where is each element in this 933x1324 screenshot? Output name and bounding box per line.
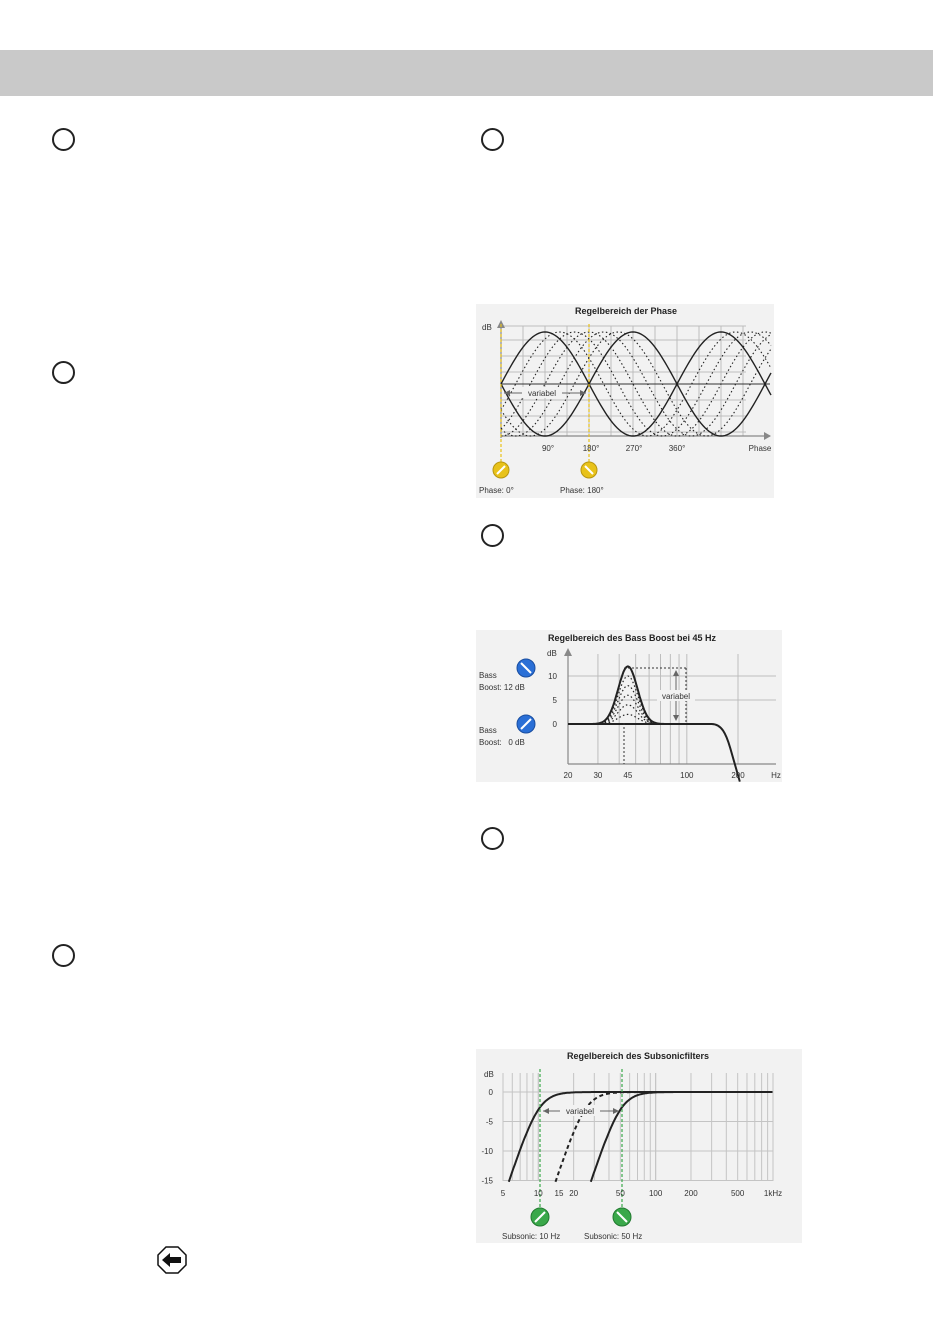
bass-x-tick: 45 [623, 771, 633, 780]
header-bar [0, 50, 933, 96]
phase-knob-0 [493, 462, 509, 478]
bass-curve-4 [593, 686, 665, 724]
subsonic-x-tick: 1kHz [763, 1189, 783, 1198]
subsonic-knob-0 [531, 1208, 549, 1226]
bass-x-tick: 30 [593, 771, 603, 780]
phase-y-label: dB [482, 323, 492, 332]
bass-chart-title: Regelbereich des Bass Boost bei 45 Hz [547, 633, 717, 643]
bass-knob-0 [517, 659, 535, 677]
bass-knob-label-0-line1: Bass [479, 671, 497, 680]
subsonic-x-tick: 10 [533, 1189, 543, 1198]
phase-variabel-label: variabel [527, 389, 557, 398]
subsonic-chart [476, 1049, 802, 1243]
section-marker-circle [481, 128, 504, 151]
phase-x-tick: 270° [625, 444, 643, 453]
phase-x-tick: 180° [582, 444, 600, 453]
subsonic-curve-2 [591, 1092, 773, 1182]
subsonic-y-label: dB [484, 1070, 494, 1079]
subsonic-y-tick: 0 [488, 1088, 493, 1097]
subsonic-x-tick: 100 [648, 1189, 663, 1198]
back-arrow-icon[interactable] [157, 1246, 187, 1274]
phase-chart [476, 304, 774, 498]
bass-y-tick: 10 [548, 672, 557, 681]
subsonic-knob-label-1: Subsonic: 50 Hz [584, 1232, 643, 1241]
subsonic-y-tick: -10 [481, 1147, 493, 1156]
bass-y-label: dB [547, 649, 557, 658]
section-marker-circle [52, 361, 75, 384]
subsonic-knob-label-0: Subsonic: 10 Hz [502, 1232, 561, 1241]
subsonic-knob-1 [613, 1208, 631, 1226]
subsonic-x-tick: 50 [615, 1189, 625, 1198]
section-marker-circle [481, 524, 504, 547]
subsonic-curve-0 [509, 1092, 772, 1182]
phase-x-tick: 360° [668, 444, 686, 453]
phase-knob-label-0: Phase: 0° [479, 486, 514, 495]
bass-x-tick: 200 [731, 771, 745, 780]
bass-y-tick: 0 [552, 720, 557, 729]
subsonic-x-tick: 200 [684, 1189, 698, 1198]
bass-boost-chart [476, 630, 782, 782]
bass-x-tick: 100 [680, 771, 694, 780]
section-marker-circle [52, 128, 75, 151]
subsonic-x-tick: 5 [500, 1189, 506, 1198]
phase-x-label: Phase [748, 444, 772, 453]
phase-knob-1 [581, 462, 597, 478]
subsonic-x-tick: 15 [554, 1189, 564, 1198]
subsonic-x-tick: 20 [569, 1189, 579, 1198]
bass-x-label: Hz [771, 771, 781, 780]
phase-chart-title: Regelbereich der Phase [574, 306, 678, 316]
bass-knob-label-0-line2: Boost: 12 dB [479, 683, 525, 692]
phase-knob-label-1: Phase: 180° [560, 486, 604, 495]
bass-knob-1 [517, 715, 535, 733]
subsonic-y-tick: -5 [485, 1117, 493, 1127]
bass-variabel-label: variabel [661, 692, 691, 701]
bass-knob-label-1-line2: Boost: 0 dB [479, 738, 525, 747]
phase-x-tick: 90° [541, 444, 555, 453]
bass-knob-label-1-line1: Bass [479, 726, 497, 735]
bass-x-tick: 20 [563, 771, 573, 780]
subsonic-x-tick: 500 [730, 1189, 745, 1198]
section-marker-circle [481, 827, 504, 850]
subsonic-chart-title: Regelbereich des Subsonicfilters [566, 1051, 710, 1061]
section-marker-circle [52, 944, 75, 967]
subsonic-variabel-label: variabel [565, 1107, 595, 1116]
bass-y-tick: 5 [552, 696, 557, 705]
subsonic-y-tick: -15 [481, 1176, 493, 1186]
